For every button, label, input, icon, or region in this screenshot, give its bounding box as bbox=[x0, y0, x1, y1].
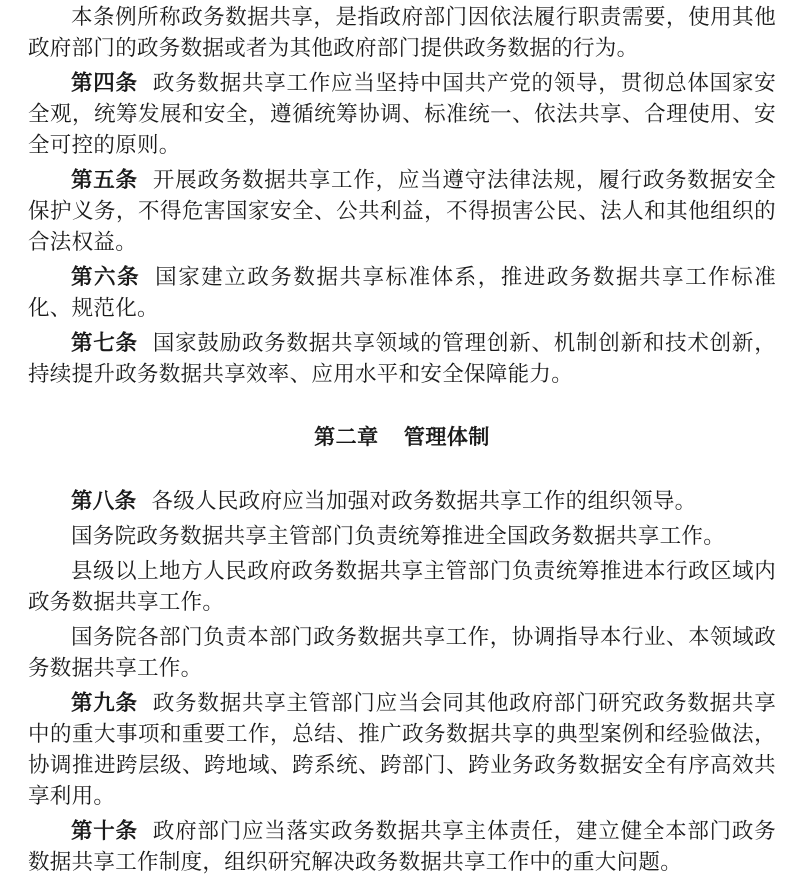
article-6 bbox=[28, 262, 776, 324]
paragraph-text: 国务院政务数据共享主管部门负责统筹推进全国政务数据共享工作。 bbox=[71, 524, 726, 549]
paragraph-text: 本条例所称政务数据共享，是指政府部门因依法履行职责需要，使用其他政府部门的政务数据或者为其他政府部门提供政务数据的行为。 bbox=[28, 5, 776, 61]
article-10 bbox=[28, 816, 776, 878]
article-text: 国家鼓励政务数据共享领域的管理创新、机制创新和技术创新，持续提升政务数据共享效率、应用水平和安全保障能力。 bbox=[28, 331, 777, 387]
article-8 bbox=[28, 486, 776, 517]
paragraph-text: 国务院各部门负责本部门政务数据共享工作，协调指导本行业、本领域政务数据共享工作。 bbox=[28, 625, 776, 681]
article-label: 第六条 bbox=[71, 265, 141, 290]
article-text: 国家建立政务数据共享标准体系，推进政务数据共享工作标准化、规范化。 bbox=[28, 265, 776, 321]
article-5 bbox=[28, 165, 776, 258]
article-text: 政务数据共享工作应当坚持中国共产党的领导，贯彻总体国家安全观，统筹发展和安全，遵循统筹协调、标准统一、依法共享、合理使用、安全可控的原则。 bbox=[28, 71, 777, 158]
article-text: 政府部门应当落实政务数据共享主体责任，建立健全本部门政务数据共享工作制度，组织研究解决政务数据共享工作中的重大问题。 bbox=[28, 819, 777, 875]
chapter-number: 第二章 bbox=[314, 425, 379, 449]
article-label: 第五条 bbox=[71, 168, 138, 193]
article-8-paragraph-4 bbox=[28, 622, 776, 684]
article-label: 第四条 bbox=[71, 71, 138, 96]
intro-paragraph bbox=[28, 2, 776, 64]
article-text: 开展政务数据共享工作，应当遵守法律法规，履行政务数据安全保护义务，不得危害国家安全、公共利益，不得损害公民、法人和其他组织的合法权益。 bbox=[28, 168, 777, 255]
article-label: 第九条 bbox=[71, 691, 138, 716]
article-label: 第七条 bbox=[71, 331, 138, 356]
document-page bbox=[28, 2, 776, 882]
article-4 bbox=[28, 68, 776, 161]
article-label: 第十条 bbox=[71, 819, 138, 844]
article-8-paragraph-2 bbox=[28, 521, 776, 552]
article-label: 第八条 bbox=[71, 489, 137, 514]
chapter-heading bbox=[28, 422, 776, 452]
chapter-title: 管理体制 bbox=[403, 425, 490, 449]
article-8-paragraph-3 bbox=[28, 556, 776, 618]
paragraph-text: 县级以上地方人民政府政务数据共享主管部门负责统筹推进本行政区域内政务数据共享工作。 bbox=[28, 559, 776, 615]
article-text: 政务数据共享主管部门应当会同其他政府部门研究政务数据共享中的重大事项和重要工作，总结、推广政务数据共享的典型案例和经验做法，协调推进跨层级、跨地域、跨系统、跨部门、跨业务政务数据安全有序高效共享利用。 bbox=[28, 691, 777, 809]
article-7 bbox=[28, 328, 776, 390]
article-text: 各级人民政府应当加强对政务数据共享工作的组织领导。 bbox=[151, 489, 697, 514]
article-9 bbox=[28, 688, 776, 812]
